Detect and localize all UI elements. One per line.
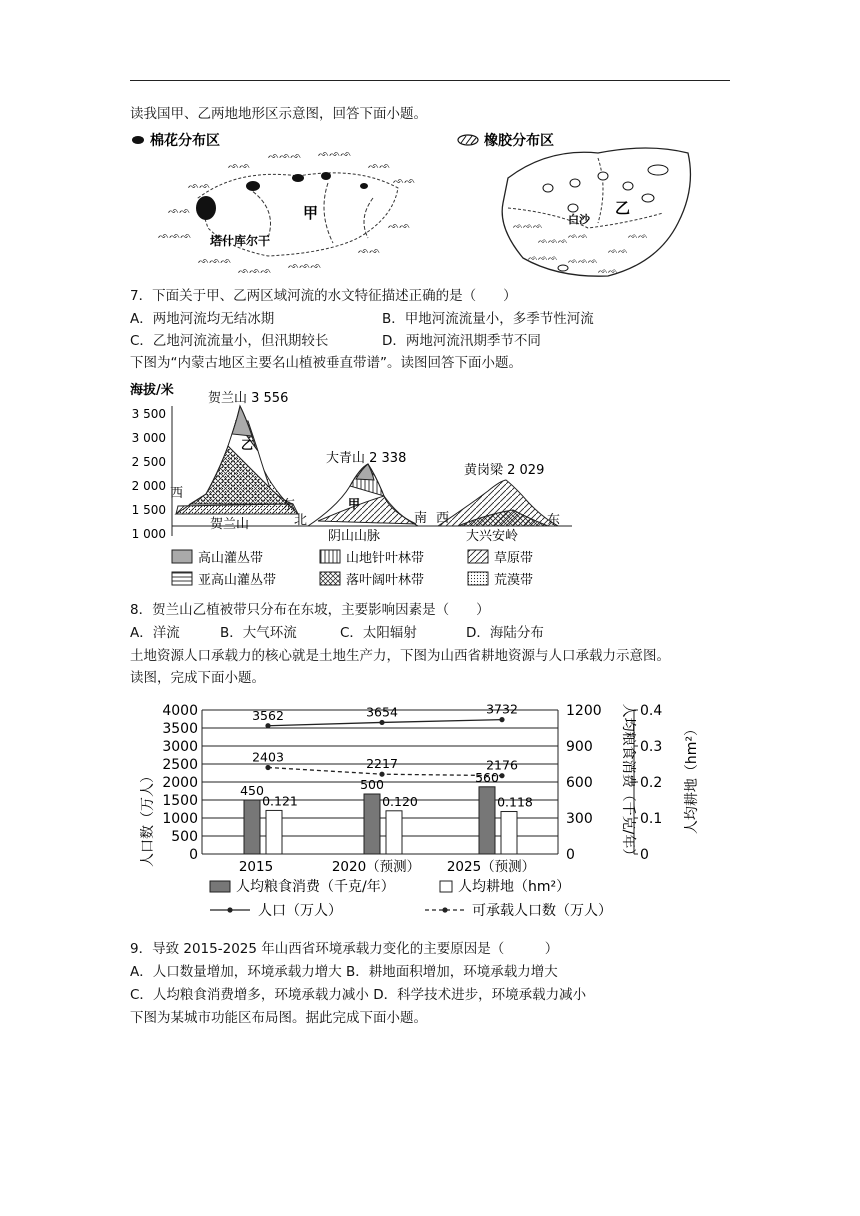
- ytick-right1: 1200: [566, 703, 602, 719]
- q8-option-d[interactable]: D．海陆分布: [466, 625, 544, 641]
- q9-stem: 9．导致 2015-2025 年山西省环境承载力变化的主要原因是（ ）: [130, 941, 559, 957]
- category-label: 2015: [238, 859, 274, 875]
- terrain-map-figure: [128, 128, 708, 288]
- ytick-left: 1000: [162, 811, 198, 827]
- population-point: [379, 720, 384, 725]
- chart-ylabel-right2: 人均耕地（hm²）: [684, 721, 700, 835]
- helan-east: 东: [282, 498, 296, 513]
- ytick-right1: 600: [566, 775, 593, 791]
- q8-option-c[interactable]: C．太阳辐射: [340, 625, 417, 641]
- svg-text:ᨒᨒᨒ: ᨒᨒᨒ: [318, 149, 352, 159]
- svg-text:ᨒᨒᨒ: ᨒᨒᨒ: [268, 151, 302, 161]
- svg-text:ᨒᨒ: ᨒᨒ: [388, 221, 411, 231]
- label-land: 0.121: [262, 793, 298, 809]
- svg-text:荒漠带: 荒漠带: [494, 573, 534, 588]
- q8-option-b[interactable]: B．大气环流: [220, 625, 297, 641]
- capacity-label: 2403: [252, 749, 284, 765]
- bar-food: [479, 787, 495, 854]
- ytick-left: 3500: [162, 721, 198, 737]
- population-point: [499, 717, 504, 722]
- ytick-right2: 0: [640, 847, 649, 863]
- svg-text:ᨒᨒᨒ: ᨒᨒᨒ: [528, 253, 558, 262]
- shanxi-carrying-capacity-chart: [140, 698, 730, 926]
- ytick-left: 0: [189, 847, 198, 863]
- svg-text:ᨒᨒ: ᨒᨒ: [628, 231, 648, 240]
- svg-text:ᨒᨒᨒ: ᨒᨒᨒ: [198, 256, 232, 266]
- legend-cap: 可承载人口数（万人）: [472, 903, 612, 919]
- ytick-right1: 300: [566, 811, 593, 827]
- huanggang-east: 东: [547, 513, 561, 528]
- daqing-peak-label: 大青山 2 338: [326, 451, 407, 466]
- yi-label: 乙: [615, 199, 631, 217]
- ytick-left: 500: [171, 829, 198, 845]
- rubber-legend-icon: [458, 135, 478, 145]
- svg-text:2 500: 2 500: [131, 455, 166, 469]
- ytick-right2: 0.1: [640, 811, 663, 827]
- ytick-left: 3000: [162, 739, 198, 755]
- svg-text:ᨒᨒᨒ: ᨒᨒᨒ: [288, 261, 322, 271]
- intro-text-4: 下图为某城市功能区布局图。据此完成下面小题。: [130, 1010, 427, 1026]
- population-point: [265, 723, 270, 728]
- label-food: 560: [475, 769, 499, 785]
- helan-yi-mark: 乙: [241, 438, 254, 452]
- svg-text:1 500: 1 500: [131, 503, 166, 517]
- capacity-label: 2217: [366, 756, 398, 772]
- bar-land: [501, 812, 517, 854]
- intro-text-1: 读我国甲、乙两地地形区示意图，回答下面小题。: [130, 106, 427, 122]
- mt-ylabel: 海拔/米: [130, 383, 174, 398]
- helan-west: 西: [170, 486, 184, 501]
- intro-text-3b: 读图，完成下面小题。: [130, 670, 265, 686]
- svg-text:高山灌丛带: 高山灌丛带: [198, 551, 264, 566]
- bar-food: [244, 800, 260, 854]
- rubber-legend-label: 橡胶分布区: [484, 133, 554, 149]
- svg-text:ᨒᨒᨒ: ᨒᨒᨒ: [568, 256, 598, 265]
- svg-text:ᨒᨒ: ᨒᨒ: [598, 266, 618, 275]
- q7-option-d[interactable]: D．两地河流汛期季节不同: [382, 333, 541, 349]
- ytick-right1: 900: [566, 739, 593, 755]
- population-label: 3732: [486, 701, 518, 717]
- svg-text:山地针叶林带: 山地针叶林带: [346, 551, 425, 566]
- svg-text:ᨒᨒ: ᨒᨒ: [568, 231, 588, 240]
- label-food: 450: [240, 783, 264, 798]
- tarim-label: 塔什库尔干: [210, 234, 271, 248]
- svg-text:ᨒᨒ: ᨒᨒ: [608, 246, 628, 255]
- intro-text-2: 下图为“内蒙古地区主要名山植被垂直带谱”。读图回答下面小题。: [130, 355, 522, 371]
- ytick-left: 2500: [162, 757, 198, 773]
- ytick-left: 2000: [162, 775, 198, 791]
- daqing-jia-mark: 甲: [348, 497, 361, 511]
- svg-text:ᨒᨒ: ᨒᨒ: [168, 206, 191, 216]
- huanggang-west: 西: [436, 511, 450, 526]
- helan-name: 贺兰山: [210, 517, 250, 532]
- bar-land: [386, 811, 402, 854]
- label-land: 0.120: [382, 793, 418, 809]
- bar-food: [364, 794, 380, 854]
- q9-options-ab[interactable]: A．人口数量增加，环境承载力增大 B．耕地面积增加，环境承载力增大: [130, 964, 558, 980]
- jia-basin-map: [158, 149, 415, 276]
- chart-legend: [210, 878, 612, 919]
- chart-ylabel-right1: 人均粮食消费（千克/年）: [620, 703, 636, 863]
- capacity-point: [265, 765, 270, 770]
- capacity-point: [499, 773, 504, 778]
- capacity-point: [379, 772, 384, 777]
- q9-options-cd[interactable]: C．人均粮食消费增多，环境承载力减小 D．科学技术进步，环境承载力减小: [130, 987, 587, 1003]
- category-label: 2020（预测）: [331, 859, 421, 875]
- svg-text:亚高山灌丛带: 亚高山灌丛带: [198, 573, 277, 588]
- label-land: 0.118: [497, 794, 533, 810]
- capacity-label: 2176: [486, 757, 518, 773]
- svg-text:ᨒᨒ: ᨒᨒ: [393, 176, 416, 186]
- svg-text:3 000: 3 000: [131, 431, 166, 445]
- helan-peak-label: 贺兰山 3 556: [208, 391, 289, 406]
- svg-text:ᨒᨒᨒ: ᨒᨒᨒ: [513, 221, 543, 230]
- population-line: [268, 720, 502, 726]
- vegetation-legend: [172, 550, 533, 588]
- yinshan-name: 阴山山脉: [328, 529, 381, 544]
- population-label: 3654: [366, 704, 398, 720]
- legend-food: 人均粮食消费（千克/年）: [236, 879, 395, 895]
- legend-pop: 人口（万人）: [258, 903, 342, 919]
- q7-option-c[interactable]: C．乙地河流流量小，但汛期较长: [130, 333, 329, 349]
- ytick-right2: 0.4: [640, 703, 663, 719]
- svg-text:ᨒᨒ: ᨒᨒ: [228, 161, 251, 171]
- population-label: 3562: [252, 707, 284, 723]
- ytick-right1: 0: [566, 847, 575, 863]
- cotton-legend-label: 棉花分布区: [150, 133, 220, 149]
- svg-text:草原带: 草原带: [494, 551, 534, 566]
- q8-stem: 8．贺兰山乙植被带只分布在东坡，主要影响因素是（ ）: [130, 602, 490, 618]
- q7-option-b[interactable]: B．甲地河流流量小，多季节性河流: [382, 311, 594, 327]
- jia-label: 甲: [303, 204, 319, 222]
- ytick-right2: 0.2: [640, 775, 663, 791]
- ytick-left: 4000: [162, 703, 198, 719]
- svg-text:ᨒᨒ: ᨒᨒ: [368, 161, 391, 171]
- category-label: 2025（预测）: [446, 859, 536, 875]
- daqing-south: 南: [414, 511, 428, 526]
- baisha-label: 白沙: [568, 213, 590, 226]
- q7-option-a[interactable]: A．两地河流均无结冰期: [130, 311, 275, 327]
- q8-option-a[interactable]: A．洋流: [130, 625, 180, 641]
- daxing-name: 大兴安岭: [466, 529, 519, 544]
- cotton-legend-icon: [132, 136, 144, 144]
- header-rule: [130, 80, 730, 81]
- svg-text:ᨒᨒ: ᨒᨒ: [188, 181, 211, 191]
- svg-text:ᨒᨒ: ᨒᨒ: [358, 246, 381, 256]
- svg-text:ᨒᨒᨒ: ᨒᨒᨒ: [158, 231, 192, 241]
- intro-text-3a: 土地资源人口承载力的核心就是土地生产力，下图为山西省耕地资源与人口承载力示意图。: [130, 648, 670, 664]
- svg-text:落叶阔叶林带: 落叶阔叶林带: [346, 573, 425, 588]
- q7-stem: 7．下面关于甲、乙两区域河流的水文特征描述正确的是（ ）: [130, 288, 517, 304]
- ytick-left: 1500: [162, 793, 198, 809]
- vegetation-zones-figure: [128, 376, 578, 594]
- svg-text:ᨒᨒᨒ: ᨒᨒᨒ: [538, 236, 568, 245]
- bar-land: [266, 810, 282, 854]
- svg-text:1 000: 1 000: [131, 527, 166, 541]
- legend-land: 人均耕地（hm²）: [458, 879, 571, 895]
- huanggang-peak-label: 黄岗梁 2 029: [464, 463, 545, 478]
- svg-text:ᨒᨒᨒ: ᨒᨒᨒ: [238, 266, 272, 276]
- daqing-north: 北: [294, 513, 308, 528]
- yi-island-map: [502, 148, 690, 276]
- chart-ylabel-left: 人口数（万人）: [140, 769, 156, 867]
- svg-text:2 000: 2 000: [131, 479, 166, 493]
- label-food: 500: [360, 777, 384, 792]
- ytick-right2: 0.3: [640, 739, 663, 755]
- svg-text:3 500: 3 500: [131, 407, 166, 421]
